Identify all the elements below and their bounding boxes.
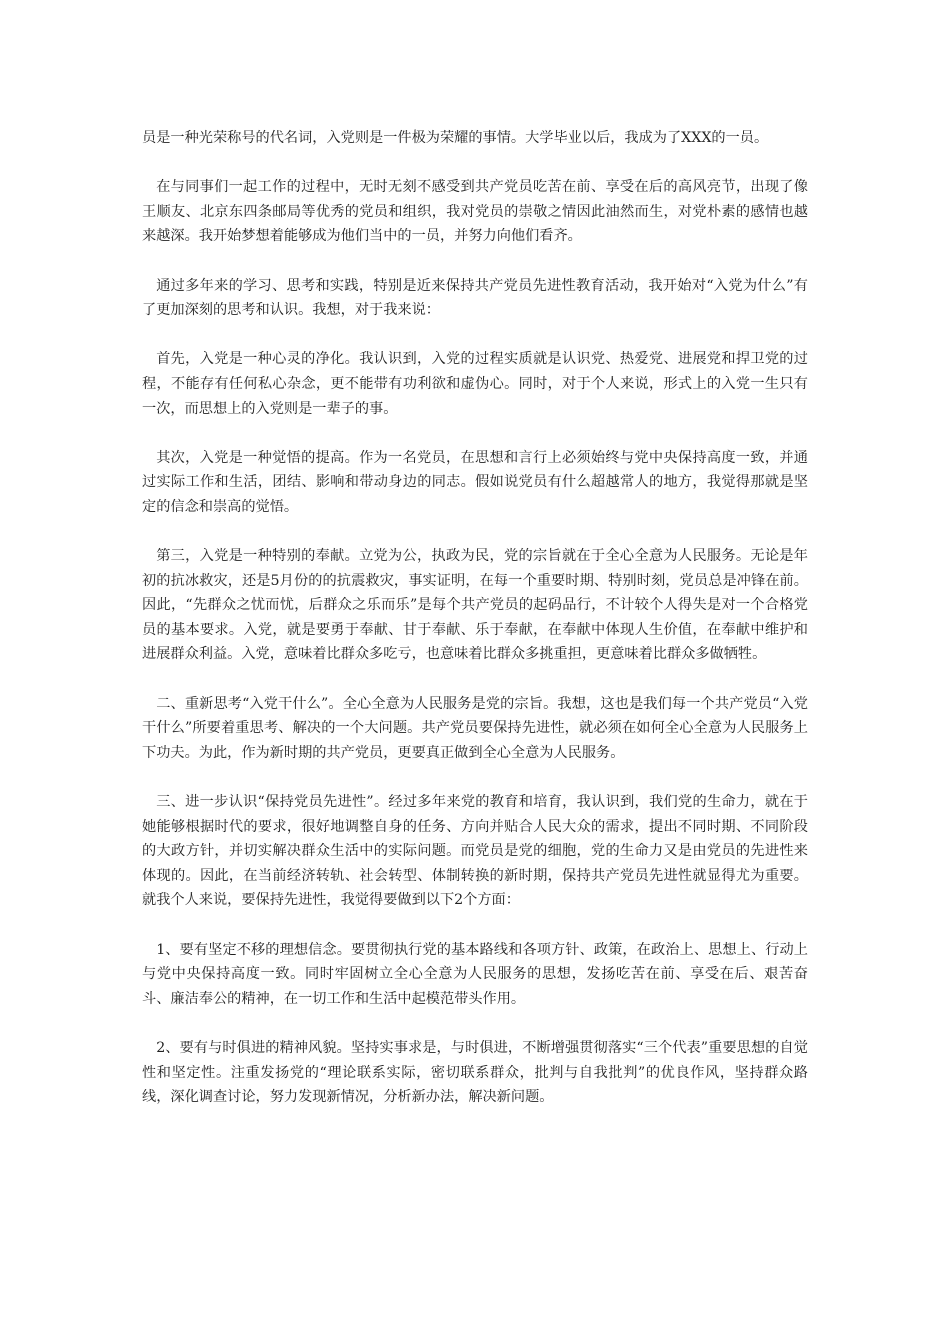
paragraph-3: 通过多年来的学习、思考和实践，特别是近来保持共产党员先进性教育活动，我开始对“入党为什么”有了更加深刻的思考和认识。我想，对于我来说： — [142, 277, 808, 319]
document-body — [142, 126, 808, 1134]
paragraph-1: 员是一种光荣称号的代名词，入党则是一件极为荣耀的事情。大学毕业以后，我成为了XXX的一员。 — [142, 130, 769, 146]
paragraph-7: 二、重新思考“入党干什么”。全心全意为人民服务是党的宗旨。我想，这也是我们每一个共产党员“入党干什么”所要着重思考、解决的一个大问题。共产党员要保持先进性，就必须在如何全心全意为人民服务上下功夫。为此，作为新时期的共产党员，更要真正做到全心全意为人民服务。 — [142, 695, 808, 761]
paragraph-8: 三、进一步认识“保持党员先进性”。经过多年来党的教育和培育，我认识到，我们党的生命力，就在于她能够根据时代的要求，很好地调整自身的任务、方向并贴合人民大众的需求，提出不同时期、不同阶段的大政方针，并切实解决群众生活中的实际问题。而党员是党的细胞，党的生命力又是由党员的先进性来体现的。因此，在当前经济转轨、社会转型、体制转换的新时期，保持共产党员先进性就显得尤为重要。就我个人来说，要保持先进性，我觉得要做到以下2个方面： — [142, 794, 808, 909]
paragraph-9: 1、要有坚定不移的理想信念。要贯彻执行党的基本路线和各项方针、政策，在政治上、思想上、行动上与党中央保持高度一致。同时牢固树立全心全意为人民服务的思想，发扬吃苦在前、享受在后、艰苦奋斗、廉洁奉公的精神，在一切工作和生活中起模范带头作用。 — [142, 941, 808, 1007]
paragraph-6: 第三，入党是一种特别的奉献。立党为公，执政为民，党的宗旨就在于全心全意为人民服务。无论是年初的抗冰救灾，还是5月份的的抗震救灾，事实证明，在每一个重要时期、特别时刻，党员总是冲锋在前。因此，“先群众之忧而忧，后群众之乐而乐”是每个共产党员的起码品行，不计较个人得失是对一个合格党员的基本要求。入党，就是要勇于奉献、甘于奉献、乐于奉献，在奉献中体现人生价值，在奉献中维护和进展群众利益。入党，意味着比群众多吃亏，也意味着比群众多挑重担，更意味着比群众多做牺牲。 — [142, 548, 808, 663]
paragraph-10: 2、要有与时俱进的精神风貌。坚持实事求是，与时俱进，不断增强贯彻落实“三个代表”重要思想的自觉性和坚定性。注重发扬党的“理论联系实际，密切联系群众，批判与自我批判”的优良作风，坚持群众路线，深化调查讨论，努力发现新情况，分析新办法，解决新问题。 — [142, 1039, 808, 1106]
paragraph-5: 其次，入党是一种觉悟的提高。作为一名党员，在思想和言行上必须始终与党中央保持高度一致，并通过实际工作和生活，团结、影响和带动身边的同志。假如说党员有什么超越常人的地方，我觉得那就是坚定的信念和崇高的觉悟。 — [142, 449, 808, 515]
paragraph-2: 在与同事们一起工作的过程中，无时无刻不感受到共产党员吃苦在前、享受在后的高风亮节，出现了像王顺友、北京东四条邮局等优秀的党员和组织，我对党员的崇敬之情因此油然而生，对党朴素的感情也越来越深。我开始梦想着能够成为他们当中的一员，并努力向他们看齐。 — [142, 179, 808, 245]
paragraph-4: 首先，入党是一种心灵的净化。我认识到，入党的过程实质就是认识党、热爱党、进展党和捍卫党的过程，不能存有任何私心杂念，更不能带有功利欲和虚伪心。同时，对于个人来说，形式上的入党一生只有一次，而思想上的入党则是一辈子的事。 — [142, 351, 808, 417]
